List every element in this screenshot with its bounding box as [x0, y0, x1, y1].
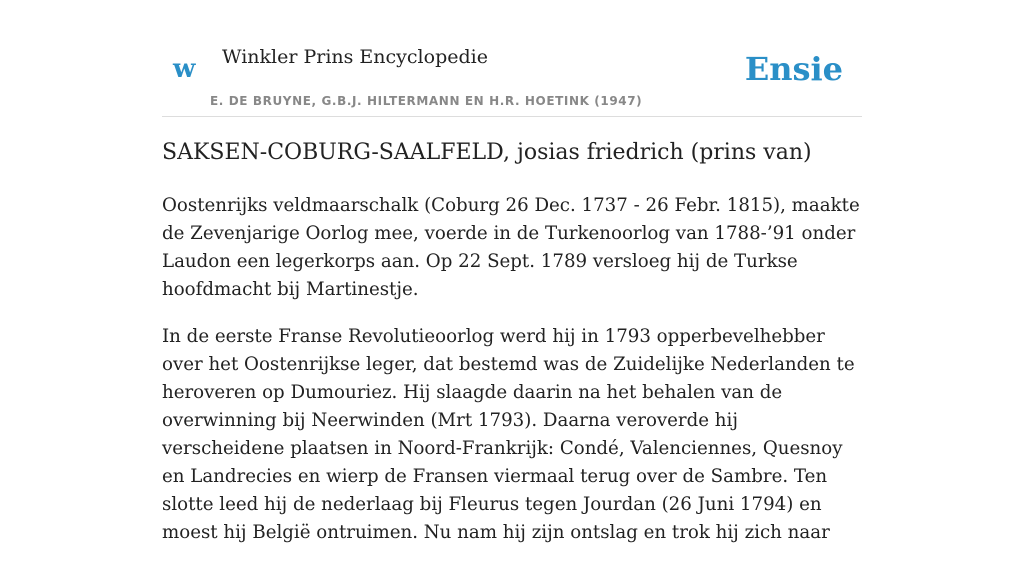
article-title: SAKSEN-COBURG-SAALFELD, josias friedrich (prins van)	[162, 140, 812, 165]
article-body	[162, 192, 862, 566]
source-authors: E. DE BRUYNE, G.B.J. HILTERMANN EN H.R. HOETINK (1947)	[210, 94, 643, 108]
article-paragraph: Oostenrijks veldmaarschalk (Coburg 26 Dec. 1737 - 26 Febr. 1815), maakte de Zevenjarige Oorlog mee, voerde in de Turkenoorlog van 1788-’91 onder Laudon een legerkorps aan. Op 22 Sept. 1789 versloeg hij de Turkse hoofdmacht bij Martinestje.	[162, 195, 860, 300]
source-title[interactable]: Winkler Prins Encyclopedie	[222, 46, 488, 68]
brand-logo[interactable]: Ensie	[744, 50, 843, 88]
header	[162, 40, 862, 117]
article-paragraph: In de eerste Franse Revolutieoorlog werd hij in 1793 opperbevelhebber over het Oostenrijkse leger, dat bestemd was de Zuidelijke Nederlanden te heroveren op Dumouriez. Hij slaagde daarin na het behalen van de overwinning bij Neerwinden (Mrt 1793). Daarna veroverde hij verscheidene plaatsen in Noord-Frankrijk: Condé, Valenciennes, Quesnoy en Landrecies en wierp de Fransen viermaal terug over de Sambre. Ten slotte leed hij de nederlaag bij Fleurus tegen Jourdan (26 Juni 1794) en moest hij België ontruimen. Nu nam hij zijn ontslag en trok hij zich naar	[162, 326, 855, 543]
logo-w-icon[interactable]: w	[173, 54, 196, 84]
